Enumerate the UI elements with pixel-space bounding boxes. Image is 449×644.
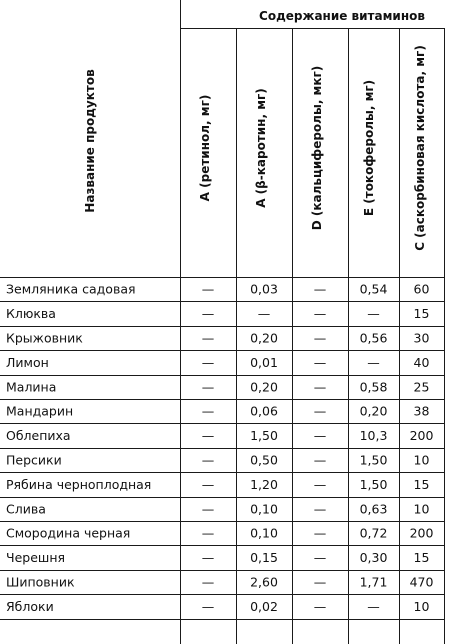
value-cell: 2,60 bbox=[250, 574, 278, 590]
value-cell: — bbox=[367, 354, 380, 370]
column-header-calciferols: D (кальциферолы, мкг) bbox=[310, 65, 324, 231]
product-name-cell: Лимон bbox=[6, 354, 49, 370]
value-cell: 0,20 bbox=[359, 403, 388, 419]
value-cell: 0,50 bbox=[250, 452, 278, 468]
table-row bbox=[6, 306, 429, 321]
column-header-carotene: A (β-каротин, мг) bbox=[254, 88, 268, 208]
value-cell: — bbox=[313, 428, 327, 444]
product-name-cell: Яблоки bbox=[6, 598, 54, 614]
column-header-tocopherols: E (токоферолы, мг) bbox=[362, 79, 376, 217]
product-name-cell: Рябина черноплодная bbox=[6, 476, 152, 492]
value-cell: — bbox=[201, 476, 215, 492]
value-cell: 0,54 bbox=[359, 281, 388, 297]
table-row bbox=[6, 428, 433, 443]
value-cell: — bbox=[313, 354, 327, 370]
value-cell: — bbox=[313, 330, 327, 346]
product-name-cell: Смородина черная bbox=[6, 525, 131, 541]
value-cell: 0,58 bbox=[359, 379, 388, 395]
value-cell: 10 bbox=[413, 598, 430, 614]
value-cell: — bbox=[367, 306, 380, 322]
value-cell: 40 bbox=[413, 354, 430, 370]
table-row bbox=[6, 550, 429, 565]
value-cell: 1,50 bbox=[359, 476, 388, 492]
value-cell: — bbox=[201, 306, 215, 322]
value-cell: — bbox=[313, 452, 327, 468]
column-header-ascorbic-acid: C (аскорбиновая кислота, мг) bbox=[413, 45, 427, 251]
product-name-cell: Персики bbox=[6, 452, 62, 468]
product-name-cell: Малина bbox=[6, 379, 57, 395]
product-name-cell: Черешня bbox=[6, 550, 66, 566]
value-cell: — bbox=[313, 379, 327, 395]
value-cell: 1,50 bbox=[250, 428, 278, 444]
value-cell: 200 bbox=[409, 525, 434, 541]
value-cell: — bbox=[313, 598, 327, 614]
value-cell: — bbox=[313, 501, 327, 517]
value-cell: 0,02 bbox=[250, 598, 278, 614]
column-header-retinol: A (ретинол, мг) bbox=[198, 94, 212, 202]
value-cell: 0,20 bbox=[250, 379, 278, 395]
table-row bbox=[6, 379, 429, 394]
value-cell: 60 bbox=[413, 281, 430, 297]
value-cell: 0,15 bbox=[250, 550, 278, 566]
value-cell: — bbox=[201, 428, 215, 444]
table-row bbox=[6, 477, 429, 492]
value-cell: 0,01 bbox=[250, 354, 278, 370]
table-body bbox=[6, 282, 433, 614]
value-cell: 1,20 bbox=[250, 476, 278, 492]
value-cell: — bbox=[201, 452, 215, 468]
value-cell: 10 bbox=[413, 452, 430, 468]
product-name-cell: Облепиха bbox=[6, 428, 71, 444]
value-cell: 0,20 bbox=[250, 330, 278, 346]
table-row bbox=[6, 404, 429, 419]
value-cell: 15 bbox=[413, 550, 430, 566]
value-cell: 10,3 bbox=[359, 428, 388, 444]
header-title: Содержание витаминов bbox=[259, 9, 425, 23]
value-cell: 30 bbox=[413, 330, 430, 346]
product-name-cell: Земляника садовая bbox=[6, 281, 136, 297]
value-cell: 15 bbox=[413, 476, 430, 492]
value-cell: 0,06 bbox=[250, 403, 278, 419]
table-row bbox=[6, 575, 433, 590]
value-cell: 0,30 bbox=[359, 550, 388, 566]
value-cell: 38 bbox=[413, 403, 430, 419]
value-cell: 0,72 bbox=[359, 525, 388, 541]
value-cell: 25 bbox=[413, 379, 430, 395]
table-row bbox=[6, 501, 429, 516]
value-cell: — bbox=[313, 403, 327, 419]
value-cell: 200 bbox=[409, 428, 434, 444]
value-cell: — bbox=[367, 598, 380, 614]
value-cell: — bbox=[201, 501, 215, 517]
value-cell: 0,10 bbox=[250, 501, 278, 517]
value-cell: — bbox=[201, 403, 215, 419]
value-cell: — bbox=[313, 476, 327, 492]
value-cell: — bbox=[201, 550, 215, 566]
value-cell: — bbox=[201, 281, 215, 297]
table-row bbox=[6, 331, 429, 346]
product-name-cell: Мандарин bbox=[6, 403, 74, 419]
table-row bbox=[6, 282, 429, 297]
value-cell: 0,10 bbox=[250, 525, 278, 541]
table-row bbox=[6, 526, 433, 541]
value-cell: 0,63 bbox=[359, 501, 388, 517]
product-name-cell: Клюква bbox=[6, 306, 56, 322]
table-row bbox=[6, 599, 429, 614]
table-row bbox=[6, 355, 429, 370]
value-cell: — bbox=[201, 330, 215, 346]
table-row bbox=[6, 453, 429, 468]
value-cell: — bbox=[201, 379, 215, 395]
value-cell: — bbox=[313, 550, 327, 566]
product-name-cell: Слива bbox=[6, 501, 46, 517]
value-cell: 1,71 bbox=[359, 574, 388, 590]
value-cell: 0,03 bbox=[250, 281, 278, 297]
value-cell: — bbox=[313, 525, 327, 541]
value-cell: — bbox=[313, 574, 327, 590]
value-cell: 1,50 bbox=[359, 452, 388, 468]
value-cell: 470 bbox=[409, 574, 434, 590]
value-cell: — bbox=[201, 354, 215, 370]
product-name-cell: Крыжовник bbox=[6, 330, 83, 346]
value-cell: 10 bbox=[413, 501, 430, 517]
value-cell: 0,56 bbox=[359, 330, 388, 346]
product-name-cell: Шиповник bbox=[6, 574, 75, 590]
value-cell: — bbox=[313, 306, 327, 322]
value-cell: — bbox=[201, 574, 215, 590]
value-cell: 15 bbox=[413, 306, 430, 322]
value-cell: — bbox=[313, 281, 327, 297]
value-cell: — bbox=[201, 525, 215, 541]
value-cell: — bbox=[257, 306, 271, 322]
product-header: Название продуктов bbox=[83, 69, 97, 213]
value-cell: — bbox=[201, 598, 215, 614]
